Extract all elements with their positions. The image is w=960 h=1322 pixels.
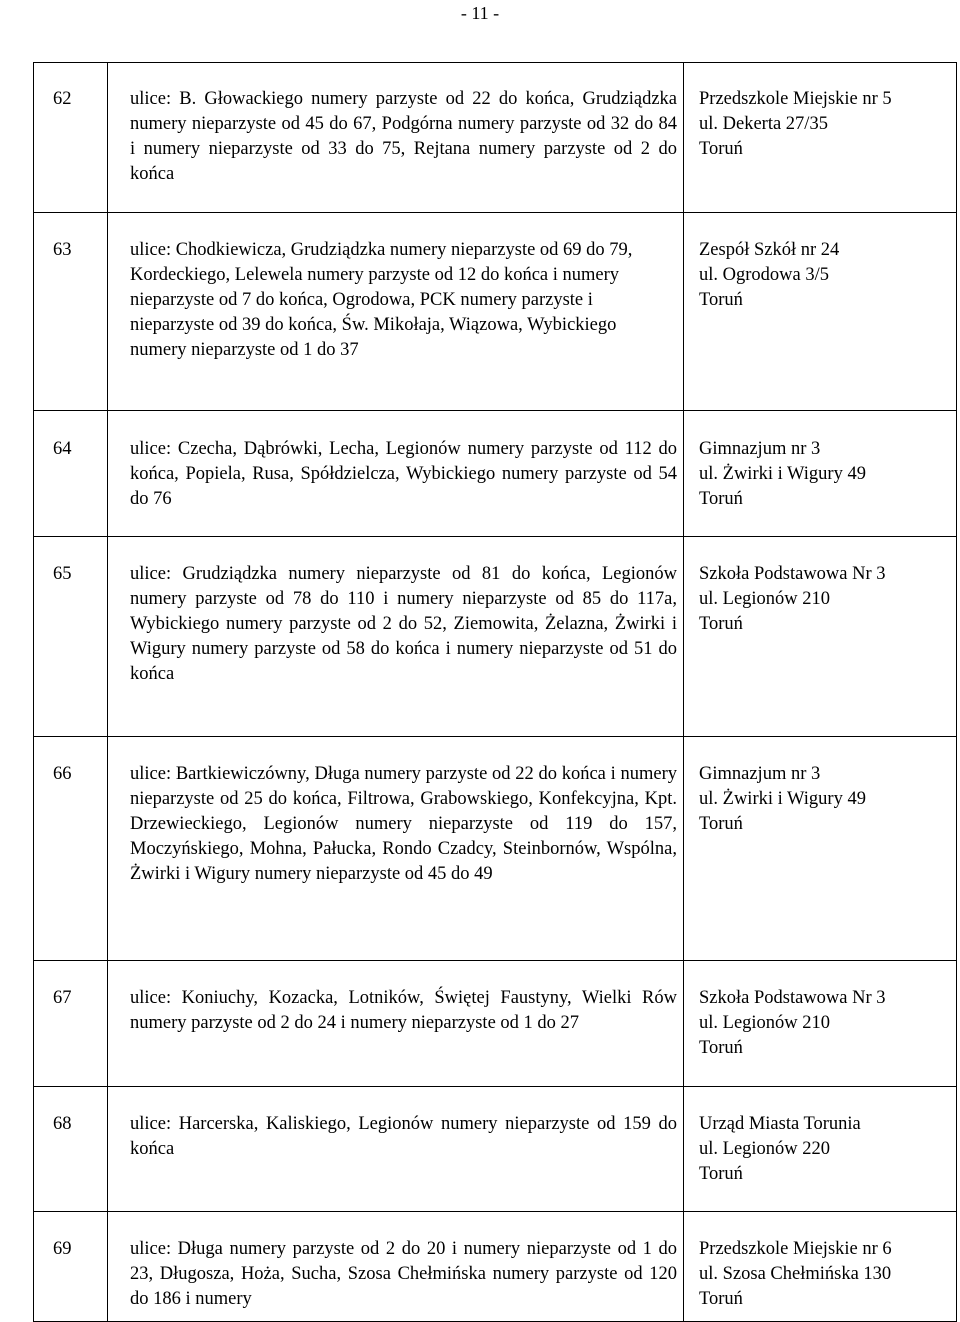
- station-address: ul. Dekerta 27/35: [699, 113, 828, 134]
- streets-text: ulice: Harcerska, Kaliskiego, Legionów numery nieparzyste od 159 do końca: [130, 1114, 677, 1159]
- polling-station-cell: [684, 1087, 957, 1212]
- station-name: Szkoła Podstawowa Nr 3: [699, 988, 886, 1008]
- streets-cell: [108, 961, 684, 1087]
- streets-text: ulice: Grudziądzka numery nieparzyste od 81 do końca, Legionów numery parzyste od 78 do 110 i numery nieparzyste od 85 do 117a, Wybickiego numery parzyste od 2 do 52, Ziemowita, Żelazna, Żwirki i Wigury numery parzyste od 58 do końca i numery nieparzyste od 51 do końca: [130, 564, 677, 684]
- polling-station-cell: [684, 411, 957, 537]
- districts-table: [33, 62, 957, 1322]
- streets-cell: [108, 737, 684, 961]
- streets-text: ulice: B. Głowackiego numery parzyste od 22 do końca, Grudziądzka numery nieparzyste od 45 do 67, Podgórna numery parzyste od 32 do 84 i numery nieparzyste od 33 do 75, Rejtana numery parzyste od 2 do końca: [130, 89, 677, 184]
- district-number-cell: [34, 213, 108, 411]
- station-name: Szkoła Podstawowa Nr 3: [699, 564, 886, 584]
- station-name: Przedszkole Miejskie nr 6: [699, 1239, 892, 1259]
- station-city: Toruń: [699, 488, 743, 509]
- station-city: Toruń: [699, 1037, 743, 1058]
- district-number: 63: [53, 240, 72, 260]
- station-address: ul. Szosa Chełmińska 130: [699, 1263, 892, 1284]
- station-city: Toruń: [699, 1163, 743, 1184]
- district-number-cell: [34, 961, 108, 1087]
- station-city: Toruń: [699, 138, 743, 159]
- page-number: - 11 -: [460, 3, 500, 23]
- district-number: 64: [53, 439, 72, 459]
- polling-station-cell: [684, 1212, 957, 1322]
- station-name: Zespół Szkół nr 24: [699, 240, 840, 260]
- station-address: ul. Legionów 210: [699, 1012, 831, 1033]
- streets-cell: [108, 213, 684, 411]
- station-city: Toruń: [699, 289, 743, 310]
- streets-cell: [108, 63, 684, 213]
- station-city: Toruń: [699, 1288, 743, 1309]
- table-row: [34, 961, 957, 1087]
- streets-text: ulice: Czecha, Dąbrówki, Lecha, Legionów numery parzyste od 112 do końca, Popiela, Rusa, Spółdzielcza, Wybickiego numery parzyste od 54 do 76: [130, 439, 677, 509]
- table-row: [34, 737, 957, 961]
- district-number-cell: [34, 63, 108, 213]
- district-number: 65: [53, 564, 72, 584]
- polling-station-cell: [684, 737, 957, 961]
- table-row: [34, 1087, 957, 1212]
- station-address: ul. Żwirki i Wigury 49: [699, 463, 866, 484]
- streets-text: ulice: Bartkiewiczówny, Długa numery parzyste od 22 do końca i numery nieparzyste od 25 do końca, Filtrowa, Grabowskiego, Konfekcyjna, Kpt. Drzewieckiego, Legionów numery nieparzyste od 119 do 157, Moczyńskiego, Mohna, Pałucka, Rondo Czadcy, Steinbornów, Wspólna, Żwirki i Wigury numery nieparzyste od 45 do 49: [130, 764, 677, 884]
- table-row: [34, 213, 957, 411]
- streets-text: ulice: Długa numery parzyste od 2 do 20 i numery nieparzyste od 1 do 23, Długosza, Hoża, Sucha, Szosa Chełmińska numery parzyste od 120 do 186 i numery: [130, 1239, 677, 1309]
- streets-cell: [108, 537, 684, 737]
- station-name: Urząd Miasta Torunia: [699, 1114, 861, 1134]
- table-row: [34, 537, 957, 737]
- station-address: ul. Legionów 220: [699, 1138, 831, 1159]
- district-number-cell: [34, 1212, 108, 1322]
- district-number-cell: [34, 737, 108, 961]
- table-row: [34, 1212, 957, 1322]
- district-number-cell: [34, 537, 108, 737]
- district-number: 66: [53, 764, 72, 784]
- station-name: Przedszkole Miejskie nr 5: [699, 89, 892, 109]
- station-address: ul. Żwirki i Wigury 49: [699, 788, 866, 809]
- streets-text: ulice: Chodkiewicza, Grudziądzka numery nieparzyste od 69 do 79, Kordeckiego, Lelewela numery parzyste od 12 do końca i numery nieparzyste od 7 do końca, Ogrodowa, PCK numery parzyste i nieparzyste od 39 do końca, Św. Mikołaja, Wiązowa, Wybickiego numery nieparzyste od 1 do 37: [130, 240, 633, 360]
- district-number: 67: [53, 988, 72, 1008]
- station-address: ul. Legionów 210: [699, 588, 831, 609]
- district-number-cell: [34, 1087, 108, 1212]
- streets-text: ulice: Koniuchy, Kozacka, Lotników, Świętej Faustyny, Wielki Rów numery parzyste od 2 do 24 i numery nieparzyste od 1 do 27: [130, 988, 677, 1033]
- polling-station-cell: [684, 213, 957, 411]
- district-number: 68: [53, 1114, 72, 1134]
- district-number: 62: [53, 89, 72, 109]
- polling-station-cell: [684, 961, 957, 1087]
- polling-station-cell: [684, 63, 957, 213]
- station-address: ul. Ogrodowa 3/5: [699, 264, 829, 285]
- table-row: [34, 63, 957, 213]
- station-name: Gimnazjum nr 3: [699, 439, 821, 459]
- district-number-cell: [34, 411, 108, 537]
- station-name: Gimnazjum nr 3: [699, 764, 821, 784]
- streets-cell: [108, 1212, 684, 1322]
- table-row: [34, 411, 957, 537]
- polling-station-cell: [684, 537, 957, 737]
- streets-cell: [108, 1087, 684, 1212]
- station-city: Toruń: [699, 613, 743, 634]
- district-number: 69: [53, 1239, 72, 1259]
- streets-cell: [108, 411, 684, 537]
- station-city: Toruń: [699, 813, 743, 834]
